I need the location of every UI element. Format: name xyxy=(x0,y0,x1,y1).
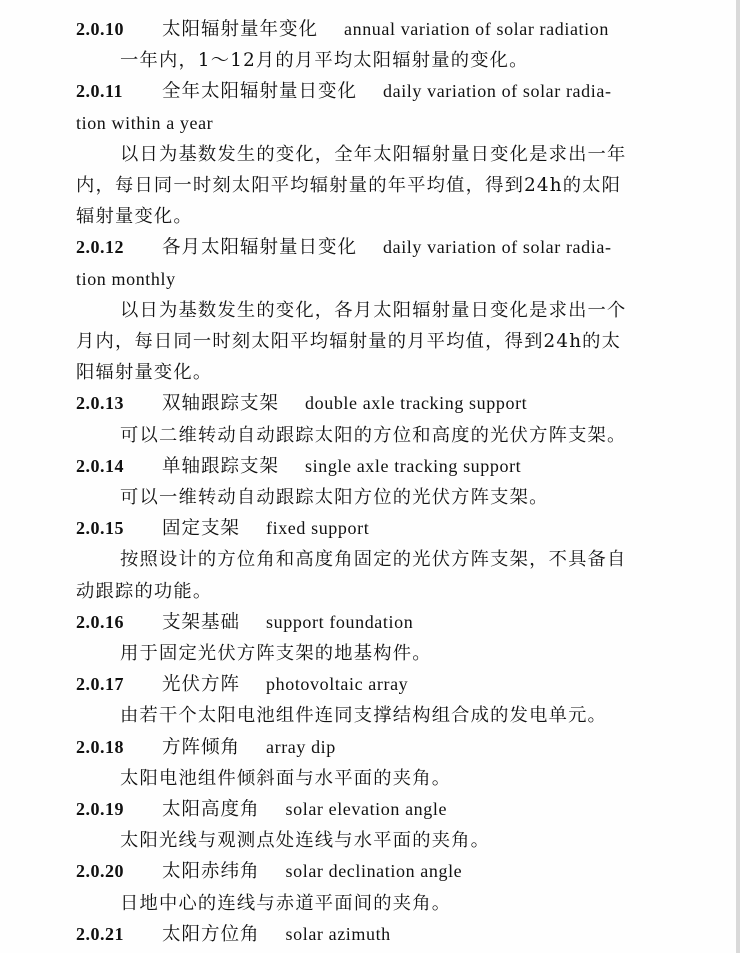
page-edge xyxy=(736,0,740,953)
term-definition-line xyxy=(120,888,684,919)
term-chinese: 全年太阳辐射量日变化 xyxy=(162,81,358,103)
definition-text: 按照设计的方位角和高度角固定的光伏方阵支架，不具备自 xyxy=(120,549,627,571)
term-heading xyxy=(76,919,684,950)
term-heading xyxy=(76,14,684,45)
term-chinese: 光伏方阵 xyxy=(162,674,241,696)
definition-text: 日地中心的连线与赤道平面间的夹角。 xyxy=(120,892,452,914)
term-definition-line xyxy=(120,420,684,451)
term-definition-line xyxy=(76,170,684,201)
definition-text: 可以二维转动自动跟踪太阳的方位和高度的光伏方阵支架。 xyxy=(120,424,627,446)
term-chinese: 太阳赤纬角 xyxy=(162,861,260,883)
term-english-continuation: tion monthly xyxy=(76,268,176,289)
term-number: 2.0.18 xyxy=(76,736,124,757)
term-chinese: 太阳辐射量年变化 xyxy=(162,19,319,40)
term-english: solar elevation angle xyxy=(285,799,448,819)
term-english: support foundation xyxy=(266,611,414,632)
term-english: double axle tracking support xyxy=(305,393,528,414)
term-chinese: 支架基础 xyxy=(162,611,241,633)
term-definition-line xyxy=(120,700,684,731)
term-definition-line xyxy=(120,544,684,575)
definition-text: 用于固定光伏方阵支架的地基构件。 xyxy=(120,643,432,664)
term-english: array dip xyxy=(266,736,336,757)
term-chinese: 太阳方位角 xyxy=(162,923,260,945)
term-heading xyxy=(76,856,684,887)
definition-text: 动跟踪的功能。 xyxy=(76,580,213,602)
term-chinese: 各月太阳辐射量日变化 xyxy=(162,237,358,259)
term-number: 2.0.13 xyxy=(76,393,124,414)
definition-text: 内，每日同一时刻太阳平均辐射量的年平均值，得到24h的太阳 xyxy=(76,175,622,196)
term-heading xyxy=(76,232,684,263)
definition-text: 太阳光线与观测点处连线与水平面的夹角。 xyxy=(120,830,491,852)
term-definition-line xyxy=(120,482,684,513)
term-number: 2.0.19 xyxy=(76,799,124,819)
term-heading xyxy=(76,388,684,419)
term-english: annual variation of solar radiation xyxy=(344,19,609,39)
term-chinese: 双轴跟踪支架 xyxy=(162,393,280,415)
term-definition-line xyxy=(120,825,684,856)
term-heading xyxy=(76,76,684,107)
term-chinese: 单轴跟踪支架 xyxy=(162,455,280,477)
term-number: 2.0.20 xyxy=(76,861,124,882)
term-chinese: 太阳高度角 xyxy=(162,799,260,820)
definition-text: 月内，每日同一时刻太阳平均辐射量的月平均值，得到24h的太 xyxy=(76,331,622,352)
term-english-continued xyxy=(76,264,684,295)
term-english: solar azimuth xyxy=(285,923,391,944)
definition-text: 阳辐射量变化。 xyxy=(76,362,213,384)
term-number: 2.0.16 xyxy=(76,611,124,632)
term-heading xyxy=(76,451,684,482)
term-number: 2.0.11 xyxy=(76,81,124,102)
term-definition-line xyxy=(120,45,684,76)
term-english-continued xyxy=(76,108,684,139)
term-number: 2.0.14 xyxy=(76,455,124,476)
term-heading xyxy=(76,669,684,700)
term-definition-line xyxy=(120,139,684,170)
term-chinese: 固定支架 xyxy=(162,518,241,540)
definition-text: 以日为基数发生的变化，各月太阳辐射量日变化是求出一个 xyxy=(120,299,627,321)
definition-text: 一年内，1～12月的月平均太阳辐射量的变化。 xyxy=(120,50,529,72)
term-definition-line xyxy=(76,326,684,357)
term-number: 2.0.12 xyxy=(76,237,124,258)
term-definition-line xyxy=(120,295,684,326)
term-english: fixed support xyxy=(266,518,370,539)
term-number: 2.0.15 xyxy=(76,518,124,539)
definition-text: 辐射量变化。 xyxy=(76,206,193,228)
term-definition-line xyxy=(76,576,684,607)
term-english: photovoltaic array xyxy=(266,674,409,695)
term-number: 2.0.21 xyxy=(76,923,124,944)
definition-text: 可以一维转动自动跟踪太阳方位的光伏方阵支架。 xyxy=(120,487,549,508)
term-heading xyxy=(76,513,684,544)
definition-text: 以日为基数发生的变化，全年太阳辐射量日变化是求出一年 xyxy=(120,143,627,165)
term-english: single axle tracking support xyxy=(305,455,522,476)
term-definition-line xyxy=(76,357,684,388)
term-chinese: 方阵倾角 xyxy=(162,736,241,758)
term-number: 2.0.17 xyxy=(76,674,124,695)
term-english-continuation: tion within a year xyxy=(76,112,214,133)
definition-text: 太阳电池组件倾斜面与水平面的夹角。 xyxy=(120,767,452,789)
definition-text: 由若干个太阳电池组件连同支撑结构组合成的发电单元。 xyxy=(120,705,608,727)
term-heading xyxy=(76,732,684,763)
term-number: 2.0.10 xyxy=(76,19,124,39)
term-definition-line xyxy=(120,763,684,794)
term-heading xyxy=(76,794,684,825)
term-english: solar declination angle xyxy=(285,861,463,882)
term-english: daily variation of solar radia- xyxy=(383,81,612,102)
term-definition-line xyxy=(76,201,684,232)
term-english: daily variation of solar radia- xyxy=(383,237,612,258)
term-heading xyxy=(76,607,684,638)
term-definition-line xyxy=(120,638,684,669)
